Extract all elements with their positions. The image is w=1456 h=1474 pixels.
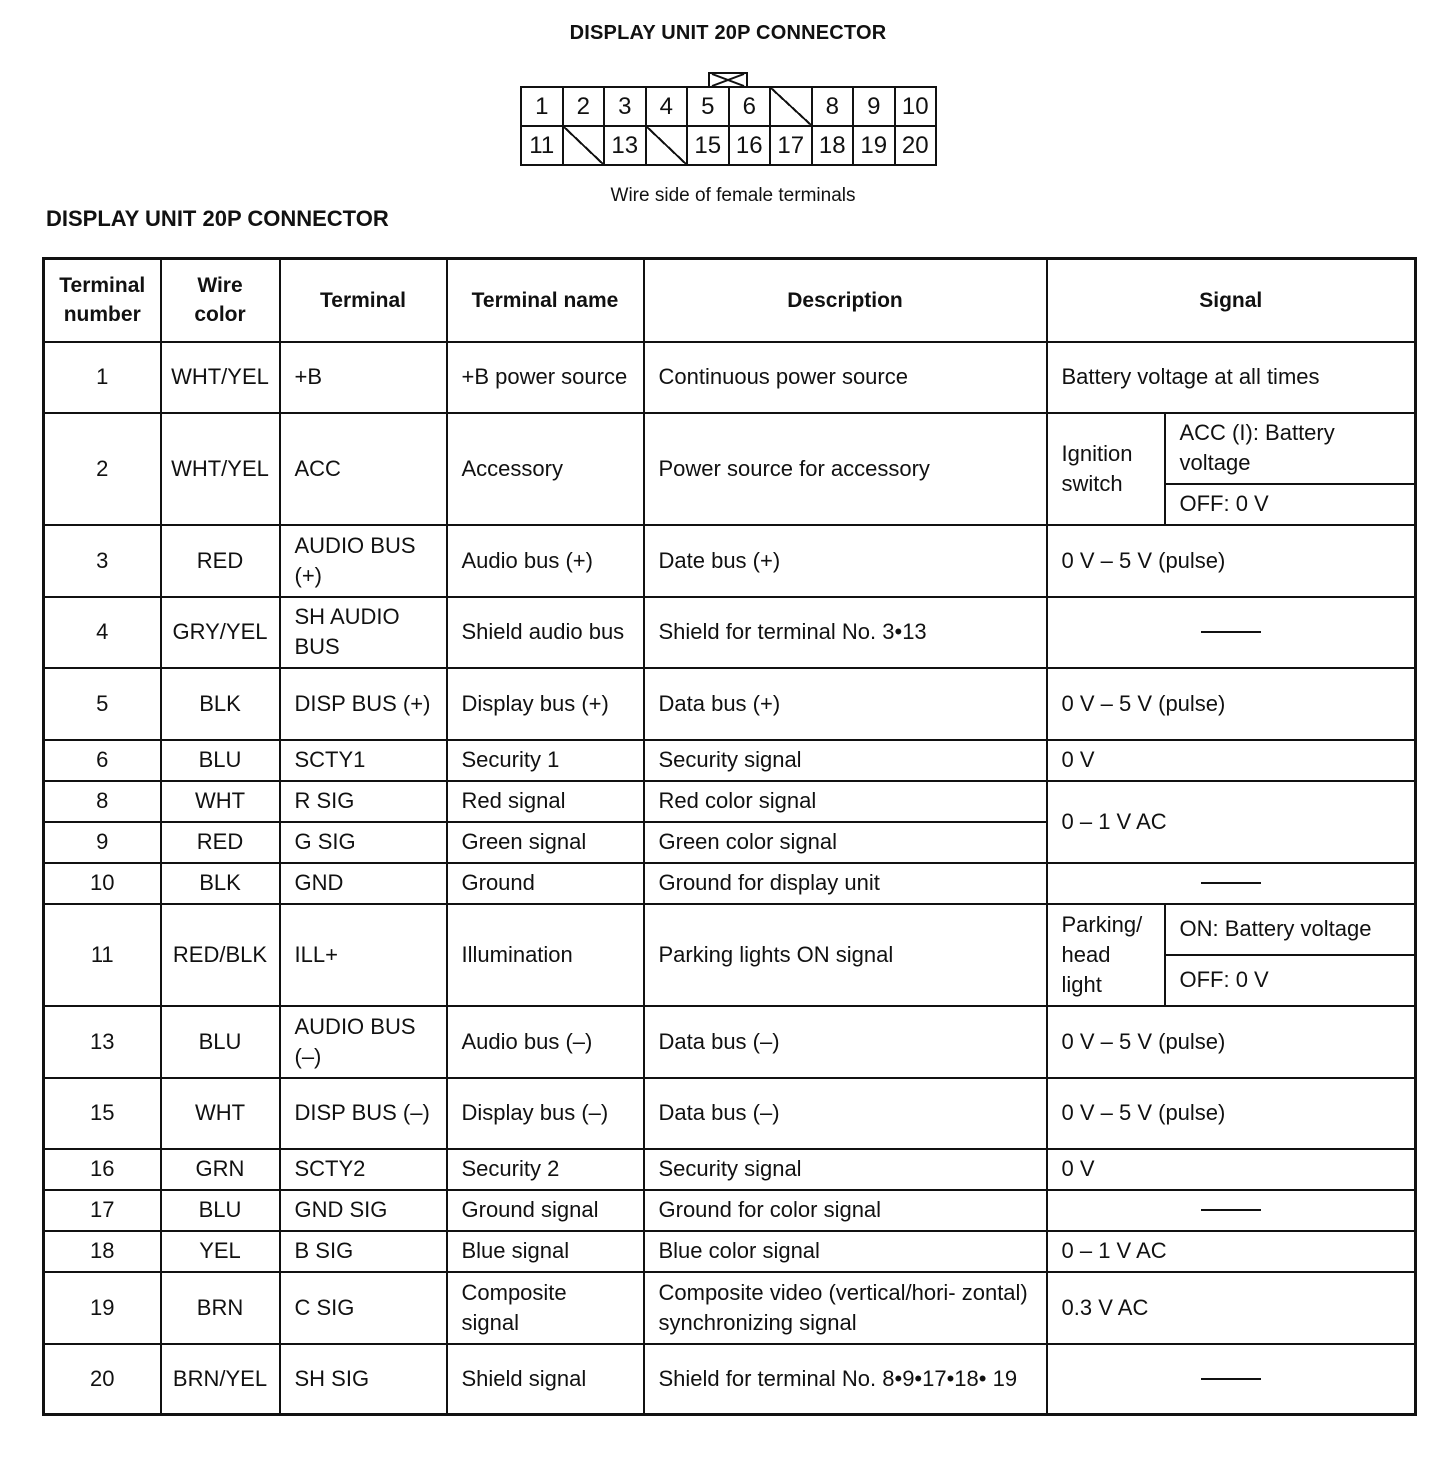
connector-row-top [521, 87, 936, 126]
cell-signal-empty [1047, 1344, 1416, 1415]
pin-cell: 6 [729, 87, 771, 126]
cell-signal: 0 V – 5 V (pulse) [1047, 525, 1416, 597]
table-row [44, 525, 1416, 597]
cell-wire: BRN [161, 1272, 280, 1344]
cell-signal: 0 V [1047, 1149, 1416, 1190]
cell-name: Composite signal [447, 1272, 644, 1344]
cell-name: Ground [447, 863, 644, 904]
cell-num: 16 [44, 1149, 161, 1190]
cell-terminal: SH AUDIO BUS [280, 597, 447, 668]
cell-desc: Date bus (+) [644, 525, 1047, 597]
cell-desc: Blue color signal [644, 1231, 1047, 1272]
pin-cell: 3 [604, 87, 646, 126]
cell-name: Audio bus (–) [447, 1006, 644, 1078]
cell-desc: Shield for terminal No. 3•13 [644, 597, 1047, 668]
cell-terminal: SCTY2 [280, 1149, 447, 1190]
cell-terminal: DISP BUS (+) [280, 668, 447, 740]
pin-cell: 15 [687, 126, 729, 165]
cell-signal: 0 V – 5 V (pulse) [1047, 668, 1416, 740]
cell-terminal: ILL+ [280, 904, 447, 1006]
cell-wire: BLK [161, 668, 280, 740]
cell-wire: BLK [161, 863, 280, 904]
cell-num: 11 [44, 904, 161, 1006]
connector-latch-icon [708, 72, 748, 86]
table-row [44, 1344, 1416, 1415]
pin-cell: 20 [895, 126, 937, 165]
cell-name: +B power source [447, 342, 644, 413]
cell-signal: 0.3 V AC [1047, 1272, 1416, 1344]
pin-cell: 8 [812, 87, 854, 126]
cell-name: Display bus (–) [447, 1078, 644, 1149]
cell-terminal: AUDIO BUS (–) [280, 1006, 447, 1078]
table-row [44, 597, 1416, 668]
cell-terminal: SCTY1 [280, 740, 447, 781]
cell-name: Accessory [447, 413, 644, 525]
pin-cell-unused [563, 126, 605, 165]
header-terminal-name: Terminal name [447, 259, 644, 342]
table-row [44, 781, 1416, 822]
pin-cell: 18 [812, 126, 854, 165]
cell-signal: 0 V – 5 V (pulse) [1047, 1078, 1416, 1149]
cell-desc: Ground for display unit [644, 863, 1047, 904]
table-row [44, 1272, 1416, 1344]
cell-signal: 0 V [1047, 740, 1416, 781]
pin-cell: 9 [853, 87, 895, 126]
cell-num: 8 [44, 781, 161, 822]
cell-num: 5 [44, 668, 161, 740]
cell-num: 2 [44, 413, 161, 525]
pin-cell-unused [770, 87, 812, 126]
cell-wire: WHT [161, 1078, 280, 1149]
cell-terminal: G SIG [280, 822, 447, 863]
connector-caption: Wire side of female terminals [610, 185, 856, 206]
cell-wire: BRN/YEL [161, 1344, 280, 1415]
pin-cell: 19 [853, 126, 895, 165]
pin-cell: 17 [770, 126, 812, 165]
cell-signal-condition: Parking/ head light [1047, 904, 1165, 1006]
cell-signal-empty [1047, 597, 1416, 668]
cell-name: Shield audio bus [447, 597, 644, 668]
cell-desc: Security signal [644, 740, 1047, 781]
cell-desc: Security signal [644, 1149, 1047, 1190]
cell-signal: 0 V – 5 V (pulse) [1047, 1006, 1416, 1078]
cell-num: 20 [44, 1344, 161, 1415]
cell-signal: 0 – 1 V AC [1047, 781, 1416, 863]
table-row [44, 863, 1416, 904]
table-row [44, 740, 1416, 781]
table-row [44, 904, 1416, 955]
cell-wire: BLU [161, 740, 280, 781]
table-row [44, 342, 1416, 413]
pin-cell: 4 [646, 87, 688, 126]
cell-num: 9 [44, 822, 161, 863]
cell-terminal: B SIG [280, 1231, 447, 1272]
cell-desc: Data bus (–) [644, 1006, 1047, 1078]
cell-num: 1 [44, 342, 161, 413]
cell-num: 17 [44, 1190, 161, 1231]
pin-cell: 10 [895, 87, 937, 126]
cell-terminal: +B [280, 342, 447, 413]
cell-name: Blue signal [447, 1231, 644, 1272]
cell-num: 18 [44, 1231, 161, 1272]
cell-terminal: GND SIG [280, 1190, 447, 1231]
cell-num: 4 [44, 597, 161, 668]
cell-num: 3 [44, 525, 161, 597]
table-row [44, 1006, 1416, 1078]
cell-signal: Battery voltage at all times [1047, 342, 1416, 413]
cell-wire: WHT [161, 781, 280, 822]
cell-terminal: GND [280, 863, 447, 904]
cell-terminal: AUDIO BUS (+) [280, 525, 447, 597]
cell-name: Ground signal [447, 1190, 644, 1231]
pin-cell: 11 [521, 126, 563, 165]
dash-mark [1201, 631, 1261, 633]
cell-signal-state-a: ACC (I): Battery voltage [1165, 413, 1416, 484]
cell-signal-condition: Ignition switch [1047, 413, 1165, 525]
cell-desc: Parking lights ON signal [644, 904, 1047, 1006]
cell-num: 6 [44, 740, 161, 781]
cell-signal-state-a: ON: Battery voltage [1165, 904, 1416, 955]
header-terminal-number: Terminal number [44, 259, 161, 342]
cell-name: Display bus (+) [447, 668, 644, 740]
cell-desc: Red color signal [644, 781, 1047, 822]
cell-num: 15 [44, 1078, 161, 1149]
pin-cell: 1 [521, 87, 563, 126]
table-row [44, 413, 1416, 484]
cell-terminal: ACC [280, 413, 447, 525]
cell-name: Red signal [447, 781, 644, 822]
pin-cell-unused [646, 126, 688, 165]
header-wire-color: Wire color [161, 259, 280, 342]
cell-terminal: R SIG [280, 781, 447, 822]
table-row [44, 1190, 1416, 1231]
cell-name: Shield signal [447, 1344, 644, 1415]
table-row [44, 1149, 1416, 1190]
cell-desc: Ground for color signal [644, 1190, 1047, 1231]
cell-name: Security 1 [447, 740, 644, 781]
cell-name: Green signal [447, 822, 644, 863]
header-description: Description [644, 259, 1047, 342]
cell-desc: Power source for accessory [644, 413, 1047, 525]
connector-row-bottom [521, 126, 936, 165]
cell-name: Audio bus (+) [447, 525, 644, 597]
cell-wire: WHT/YEL [161, 342, 280, 413]
dash-mark [1201, 1378, 1261, 1380]
cell-wire: WHT/YEL [161, 413, 280, 525]
cell-wire: YEL [161, 1231, 280, 1272]
cell-wire: RED [161, 822, 280, 863]
cell-terminal: DISP BUS (–) [280, 1078, 447, 1149]
pinout-table [42, 257, 1417, 1416]
cell-signal-state-b: OFF: 0 V [1165, 955, 1416, 1006]
dash-mark [1201, 1209, 1261, 1211]
cell-num: 10 [44, 863, 161, 904]
cell-wire: RED [161, 525, 280, 597]
connector-diagram [520, 86, 937, 166]
cell-name: Illumination [447, 904, 644, 1006]
cell-name: Security 2 [447, 1149, 644, 1190]
connector-title: DISPLAY UNIT 20P CONNECTOR [569, 22, 887, 44]
cell-wire: BLU [161, 1190, 280, 1231]
cell-terminal: C SIG [280, 1272, 447, 1344]
pin-cell: 13 [604, 126, 646, 165]
cell-desc: Data bus (+) [644, 668, 1047, 740]
cell-signal: 0 – 1 V AC [1047, 1231, 1416, 1272]
table-header-row [44, 259, 1416, 342]
cell-desc: Shield for terminal No. 8•9•17•18• 19 [644, 1344, 1047, 1415]
header-terminal: Terminal [280, 259, 447, 342]
table-title: DISPLAY UNIT 20P CONNECTOR [46, 206, 389, 231]
table-row [44, 1078, 1416, 1149]
cell-desc: Continuous power source [644, 342, 1047, 413]
cell-signal-state-b: OFF: 0 V [1165, 484, 1416, 525]
table-row [44, 1231, 1416, 1272]
pin-cell: 2 [563, 87, 605, 126]
pin-cell: 16 [729, 126, 771, 165]
cell-wire: GRY/YEL [161, 597, 280, 668]
pin-cell: 5 [687, 87, 729, 126]
cell-desc: Data bus (–) [644, 1078, 1047, 1149]
cell-wire: RED/BLK [161, 904, 280, 1006]
cell-signal-empty [1047, 1190, 1416, 1231]
cell-num: 19 [44, 1272, 161, 1344]
cell-num: 13 [44, 1006, 161, 1078]
dash-mark [1201, 882, 1261, 884]
cell-signal-empty [1047, 863, 1416, 904]
cell-wire: GRN [161, 1149, 280, 1190]
header-signal: Signal [1047, 259, 1416, 342]
cell-desc: Composite video (vertical/hori- zontal) synchronizing signal [644, 1272, 1047, 1344]
cell-desc: Green color signal [644, 822, 1047, 863]
cell-wire: BLU [161, 1006, 280, 1078]
table-row [44, 668, 1416, 740]
cell-terminal: SH SIG [280, 1344, 447, 1415]
